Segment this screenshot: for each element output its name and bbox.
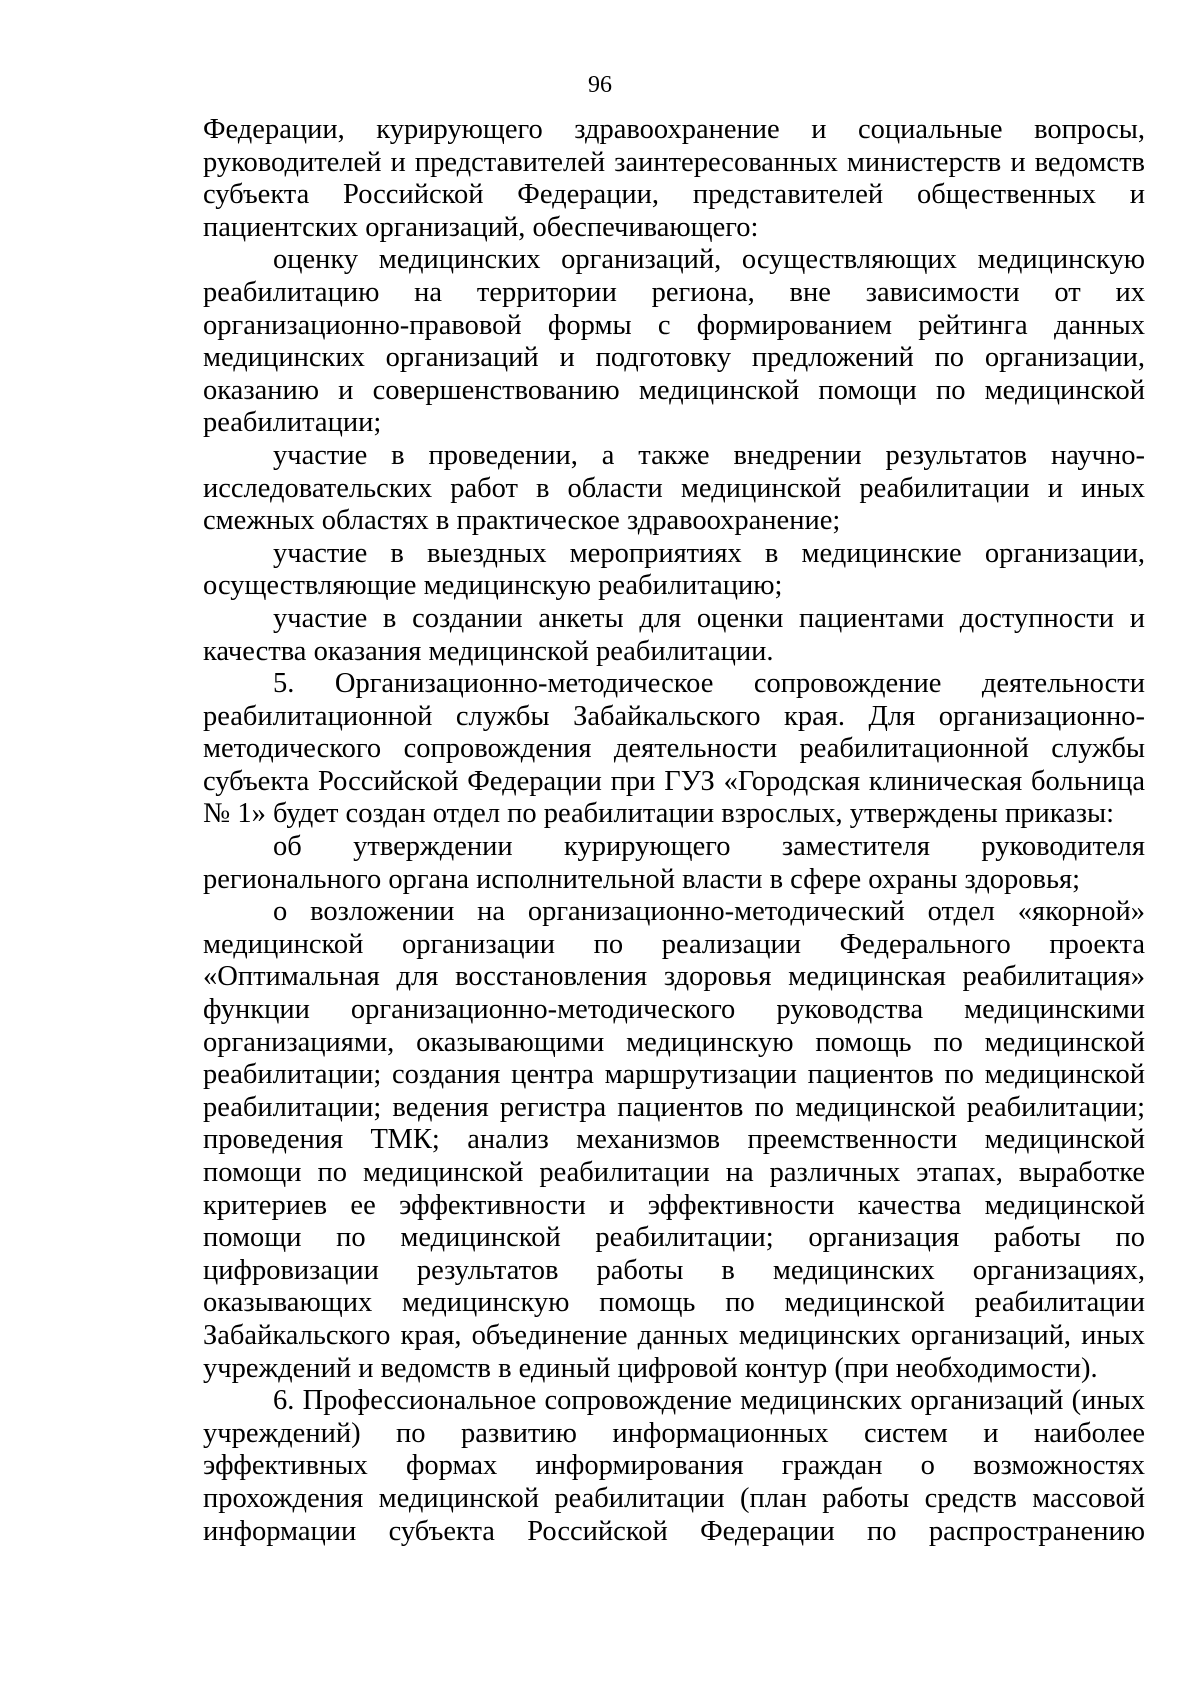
paragraph-continuation: Федерации, курирующего здравоохранение и социальные вопросы, руководителей и представителей заинтересованных министерств и ведомств субъекта Российской Федерации, представителей общественных и пациентских организаций, обеспечивающего:	[203, 114, 1145, 243]
document-body	[203, 114, 1145, 1548]
paragraph-research: участие в проведении, а также внедрении результатов научно-исследовательских работ в области медицинской реабилитации и иных смежных областях в практическое здравоохранение;	[203, 439, 1145, 537]
paragraph-field-visits: участие в выездных мероприятиях в медицинские организации, осуществляющие медицинскую реабилитацию;	[203, 537, 1145, 602]
paragraph-questionnaire: участие в создании анкеты для оценки пациентами доступности и качества оказания медицинской реабилитации.	[203, 602, 1145, 667]
page-number: 96	[588, 72, 612, 98]
paragraph-evaluation: оценку медицинских организаций, осуществляющих медицинскую реабилитацию на территории региона, вне зависимости от их организационно-правовой формы с формированием рейтинга данных медицинских организаций и подготовку предложений по организации, оказанию и совершенствованию медицинской помощи по медицинской реабилитации;	[203, 244, 1145, 439]
paragraph-section-6: 6. Профессиональное сопровождение медицинских организаций (иных учреждений) по развитию информационных систем и наиболее эффективных формах информирования граждан о возможностях прохождения медицинской реабилитации (план работы средств массовой информации субъекта Российской Федерации по распространению	[203, 1385, 1145, 1547]
paragraph-section-5: 5. Организационно-методическое сопровождение деятельности реабилитационной службы Забайкальского края. Для организационно-методического сопровождения деятельности реабилитационной службы субъекта Российской Федерации при ГУЗ «Городская клиническая больница № 1» будет создан отдел по реабилитации взрослых, утверждены приказы:	[203, 668, 1145, 830]
paragraph-deputy-approval: об утверждении курирующего заместителя руководителя регионального органа исполнительной власти в сфере охраны здоровья;	[203, 831, 1145, 895]
paragraph-anchor-organization: о возложении на организационно-методический отдел «якорной» медицинской организации по реализации Федерального проекта «Оптимальная для восстановления здоровья медицинская реабилитация» функции организационно-методического руководства медицинскими организациями, оказывающими медицинскую помощь по медицинской реабилитации; создания центра маршрутизации пациентов по медицинской реабилитации; ведения регистра пациентов по медицинской реабилитации; проведения ТМК; анализ механизмов преемственности медицинской помощи по медицинской реабилитации на различных этапах, выработке критериев ее эффективности и эффективности качества медицинской помощи по медицинской реабилитации; организация работы по цифровизации результатов работы в медицинских организациях, оказывающих медицинскую помощь по медицинской реабилитации Забайкальского края, объединение данных медицинских организаций, иных учреждений и ведомств в единый цифровой контур (при необходимости).	[203, 896, 1145, 1384]
